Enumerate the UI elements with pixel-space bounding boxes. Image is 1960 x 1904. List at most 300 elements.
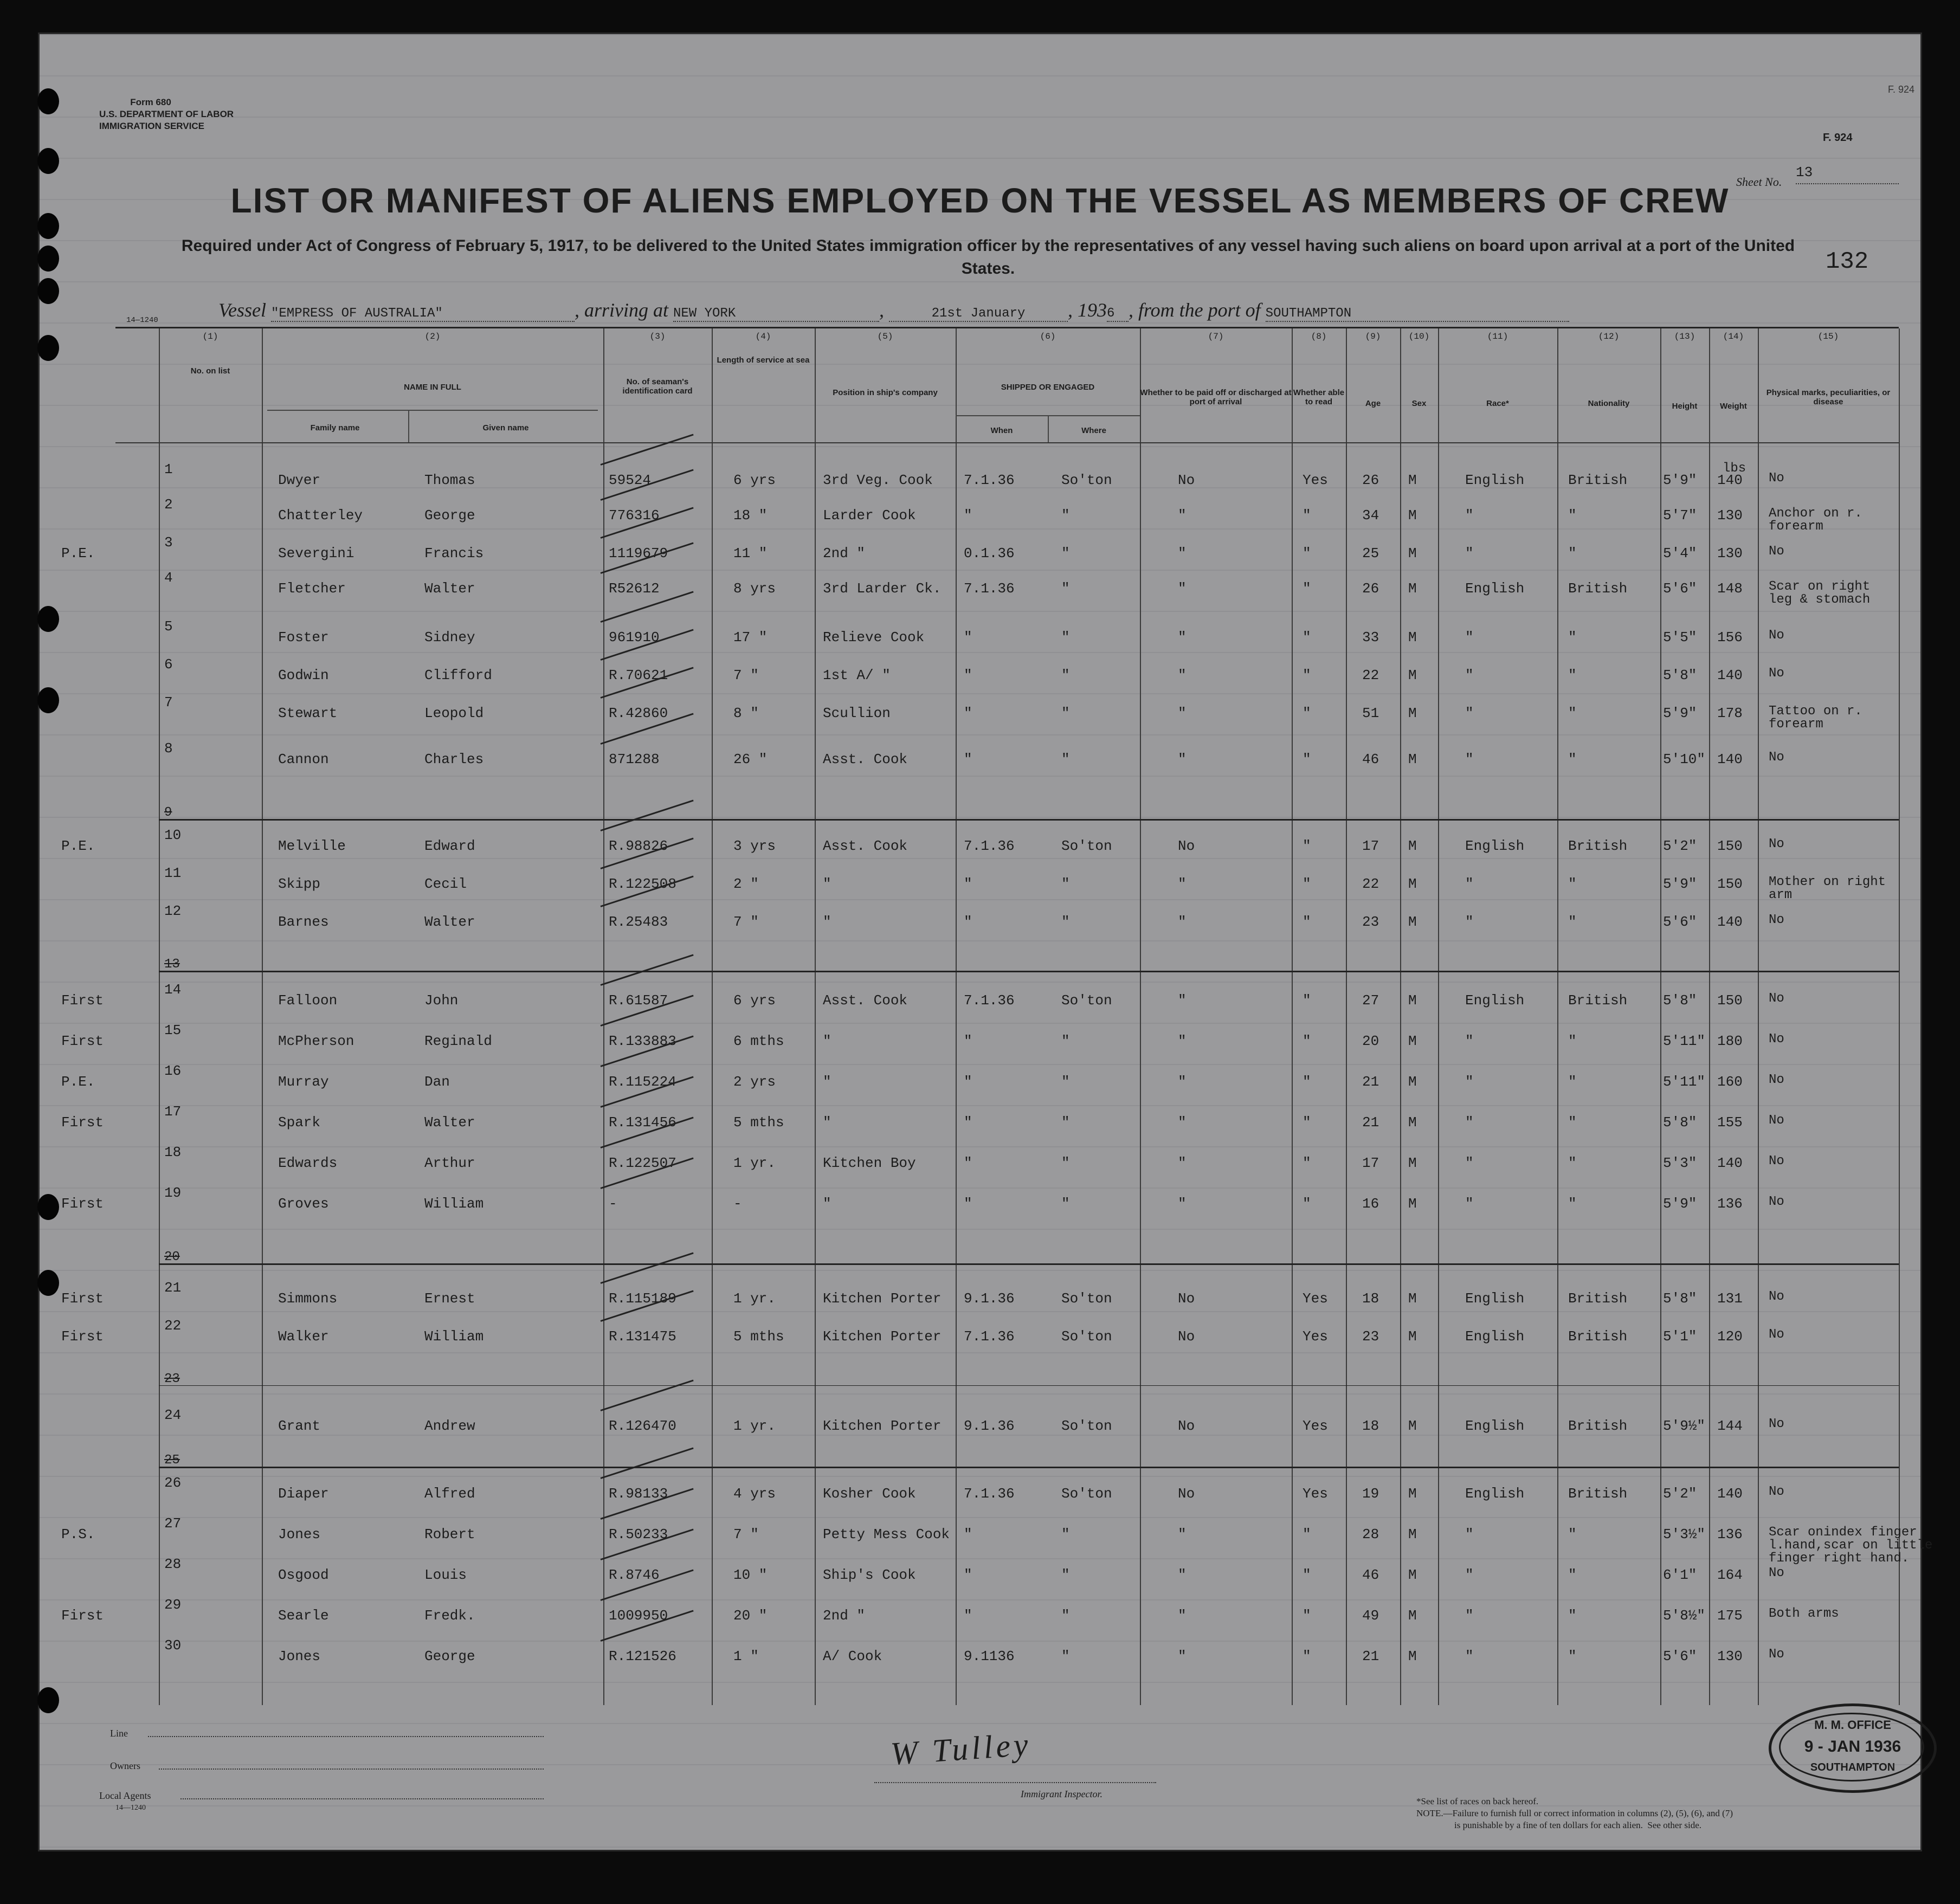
year-suffix: 6 xyxy=(1107,306,1129,322)
weight: 130 xyxy=(1717,1648,1743,1664)
able-to-read: " xyxy=(1303,1608,1311,1624)
nationality: " xyxy=(1568,1567,1577,1583)
nationality: British xyxy=(1568,472,1628,488)
shipped-where: " xyxy=(1061,1526,1070,1542)
sex: M xyxy=(1408,1567,1417,1583)
sheet-label: Sheet No. xyxy=(1736,175,1782,189)
physical-marks: Both arms xyxy=(1769,1606,1839,1621)
shipped-where: So'ton xyxy=(1061,992,1112,1009)
race: " xyxy=(1465,1567,1474,1583)
able-to-read: " xyxy=(1303,751,1311,767)
header-age: Age xyxy=(1365,399,1381,408)
service-length: 7 " xyxy=(733,1526,759,1542)
service-length: 6 mths xyxy=(733,1033,784,1049)
ship-position: 3rd Larder Ck. xyxy=(823,580,942,597)
nationality: " xyxy=(1568,1074,1577,1090)
class-marker: First xyxy=(61,1033,104,1049)
paid-off: " xyxy=(1178,705,1187,721)
footnote-line: NOTE.—Failure to furnish full or correct information in columns (2), (5), (6), and (7) xyxy=(1416,1808,1733,1818)
sex: M xyxy=(1408,1155,1417,1171)
shipped-where: " xyxy=(1061,914,1070,930)
shipped-where: So'ton xyxy=(1061,838,1112,854)
shipped-where: " xyxy=(1061,705,1070,721)
weight: 156 xyxy=(1717,629,1743,646)
sex: M xyxy=(1408,545,1417,561)
paid-off: " xyxy=(1178,914,1187,930)
column-number: (4) xyxy=(755,332,771,341)
given-name: William xyxy=(424,1328,484,1345)
nationality: " xyxy=(1568,1608,1577,1624)
shipped-where: " xyxy=(1061,1196,1070,1212)
column-rule xyxy=(1709,328,1710,1705)
ship-position: A/ Cook xyxy=(823,1648,882,1664)
service-length: 7 " xyxy=(733,914,759,930)
able-to-read: Yes xyxy=(1303,1290,1328,1307)
ship-position: " xyxy=(823,1196,831,1212)
paid-off: No xyxy=(1178,1418,1195,1434)
family-name: Spark xyxy=(278,1114,321,1131)
column-rule xyxy=(956,328,957,1705)
able-to-read: Yes xyxy=(1303,472,1328,488)
column-number: (3) xyxy=(649,332,666,341)
punch-hole xyxy=(37,88,59,114)
able-to-read: " xyxy=(1303,507,1311,524)
header-paid-off: Whether to be paid off or discharged at port of arrival xyxy=(1140,388,1292,406)
given-name: Ernest xyxy=(424,1290,475,1307)
id-card-number: R.98826 xyxy=(609,838,668,854)
race: " xyxy=(1465,1155,1474,1171)
shipped-where: " xyxy=(1061,1608,1070,1624)
given-name: Alfred xyxy=(424,1486,475,1502)
height: 5'4" xyxy=(1663,545,1697,561)
ship-position: 3rd Veg. Cook xyxy=(823,472,933,488)
weight: 175 xyxy=(1717,1608,1743,1624)
ship-position: Petty Mess Cook xyxy=(823,1526,950,1542)
shipped-where: " xyxy=(1061,876,1070,892)
age: 26 xyxy=(1362,472,1379,488)
id-card-number: R.42860 xyxy=(609,705,668,721)
shipped-when: 7.1.36 xyxy=(964,580,1015,597)
weight: 130 xyxy=(1717,507,1743,524)
paid-off: " xyxy=(1178,1114,1187,1131)
shipped-when: " xyxy=(964,1033,972,1049)
age: 46 xyxy=(1362,751,1379,767)
header-weight: Weight xyxy=(1720,402,1747,411)
age: 27 xyxy=(1362,992,1379,1009)
column-number: (12) xyxy=(1598,332,1620,341)
row-number: 4 xyxy=(164,570,173,586)
vessel-line: Vessel "EMPRESS OF AUSTRALIA" , arriving at NEW YORK , 21st January , 1936 , from the port of SOUTHAMPTON xyxy=(218,299,1569,322)
physical-marks: No xyxy=(1769,1289,1784,1304)
given-name: George xyxy=(424,507,475,524)
height: 5'8" xyxy=(1663,667,1697,683)
age: 51 xyxy=(1362,705,1379,721)
service-length: 17 " xyxy=(733,629,768,646)
service-length: 7 " xyxy=(733,667,759,683)
sex: M xyxy=(1408,1526,1417,1542)
nationality: British xyxy=(1568,1486,1628,1502)
ship-position: Asst. Cook xyxy=(823,992,908,1009)
sex: M xyxy=(1408,914,1417,930)
column-number: (5) xyxy=(877,332,893,341)
id-card-number: R.98133 xyxy=(609,1486,668,1502)
physical-marks: No xyxy=(1769,913,1784,927)
able-to-read: " xyxy=(1303,580,1311,597)
family-name: Walker xyxy=(278,1328,329,1345)
given-name: Reginald xyxy=(424,1033,492,1049)
ship-position: Kitchen Porter xyxy=(823,1328,942,1345)
row-number: 1 xyxy=(164,461,173,477)
shipped-when: 9.1.36 xyxy=(964,1290,1015,1307)
shipped-where: So'ton xyxy=(1061,1328,1112,1345)
inspector-signature-line xyxy=(874,1782,1156,1783)
service-length: 5 mths xyxy=(733,1114,784,1131)
ship-position: 1st A/ " xyxy=(823,667,891,683)
class-marker: First xyxy=(61,1290,104,1307)
age: 18 xyxy=(1362,1290,1379,1307)
shipped-when: " xyxy=(964,629,972,646)
row-number: 22 xyxy=(164,1318,182,1334)
weight: 140 xyxy=(1717,1486,1743,1502)
class-marker: P.S. xyxy=(61,1526,95,1542)
id-card-number: 1009950 xyxy=(609,1608,668,1624)
row-number: 8 xyxy=(164,740,173,757)
physical-marks: No xyxy=(1769,1417,1784,1431)
nationality: " xyxy=(1568,1033,1577,1049)
sex: M xyxy=(1408,1290,1417,1307)
ship-position: " xyxy=(823,914,831,930)
able-to-read: " xyxy=(1303,1155,1311,1171)
given-name: Sidney xyxy=(424,629,475,646)
section-separator xyxy=(159,1385,1899,1386)
family-name: Simmons xyxy=(278,1290,338,1307)
age: 17 xyxy=(1362,838,1379,854)
sex: M xyxy=(1408,992,1417,1009)
id-card-number: - xyxy=(609,1196,617,1212)
nationality: British xyxy=(1568,580,1628,597)
able-to-read: " xyxy=(1303,545,1311,561)
given-name: Walter xyxy=(424,580,475,597)
header-nationality: Nationality xyxy=(1588,399,1630,408)
physical-marks: No xyxy=(1769,1113,1784,1128)
nationality: " xyxy=(1568,705,1577,721)
column-rule xyxy=(712,328,713,1705)
family-name: Grant xyxy=(278,1418,321,1434)
nationality: " xyxy=(1568,545,1577,561)
paid-off: " xyxy=(1178,1526,1187,1542)
column-rule xyxy=(1557,328,1558,1705)
height: 5'9" xyxy=(1663,705,1697,721)
age: 49 xyxy=(1362,1608,1379,1624)
row-number: 12 xyxy=(164,903,182,919)
shipped-when: " xyxy=(964,507,972,524)
paid-off: " xyxy=(1178,876,1187,892)
nationality: " xyxy=(1568,876,1577,892)
shipped-when: " xyxy=(964,1114,972,1131)
nationality: " xyxy=(1568,1155,1577,1171)
family-name: Fletcher xyxy=(278,580,346,597)
shipped-when: " xyxy=(964,1155,972,1171)
row-number: 14 xyxy=(164,982,182,998)
weight: 150 xyxy=(1717,838,1743,854)
able-to-read: " xyxy=(1303,629,1311,646)
service-length: 6 yrs xyxy=(733,472,776,488)
header-service: Length of service at sea xyxy=(717,356,810,365)
height: 5'9" xyxy=(1663,472,1697,488)
check-mark xyxy=(601,954,694,985)
physical-marks: No xyxy=(1769,750,1784,765)
height: 5'8" xyxy=(1663,1114,1697,1131)
column-rule xyxy=(815,328,816,1705)
ship-position: " xyxy=(823,1114,831,1131)
weight: 178 xyxy=(1717,705,1743,721)
row-number: 29 xyxy=(164,1597,182,1613)
race: English xyxy=(1465,1418,1525,1434)
nationality: British xyxy=(1568,1418,1628,1434)
form-number-top: F. 924 xyxy=(1888,84,1915,95)
given-name: Charles xyxy=(424,751,484,767)
nationality: " xyxy=(1568,629,1577,646)
header-position: Position in ship's company xyxy=(833,388,938,397)
departure-port: SOUTHAMPTON xyxy=(1266,306,1569,322)
service-length: 1 yr. xyxy=(733,1290,776,1307)
given-name: Clifford xyxy=(424,667,492,683)
height: 5'9" xyxy=(1663,876,1697,892)
paid-off: " xyxy=(1178,507,1187,524)
able-to-read: " xyxy=(1303,1114,1311,1131)
nationality: British xyxy=(1568,992,1628,1009)
paid-off: " xyxy=(1178,1074,1187,1090)
height: 5'11" xyxy=(1663,1033,1706,1049)
id-card-number: R.61587 xyxy=(609,992,668,1009)
sex: M xyxy=(1408,838,1417,854)
shipped-when: 7.1.36 xyxy=(964,1328,1015,1345)
id-card-number: R.122507 xyxy=(609,1155,676,1171)
weight: 148 xyxy=(1717,580,1743,597)
family-name: Skipp xyxy=(278,876,321,892)
sex: M xyxy=(1408,1486,1417,1502)
given-name: John xyxy=(424,992,459,1009)
stamp-bottom-text: SOUTHAMPTON xyxy=(1810,1761,1895,1773)
shipped-when: " xyxy=(964,914,972,930)
class-marker: P.E. xyxy=(61,838,95,854)
shipped-where: " xyxy=(1061,580,1070,597)
height: 5'6" xyxy=(1663,580,1697,597)
family-name: Godwin xyxy=(278,667,329,683)
small-code: 14—1240 xyxy=(126,316,158,325)
weight: 136 xyxy=(1717,1526,1743,1542)
sex: M xyxy=(1408,1648,1417,1664)
service-length: 2 yrs xyxy=(733,1074,776,1090)
arrival-date: 21st January xyxy=(889,306,1068,322)
service-length: 20 " xyxy=(733,1608,768,1624)
sex: M xyxy=(1408,705,1417,721)
shipped-when: 7.1.36 xyxy=(964,472,1015,488)
row-number: 11 xyxy=(164,865,182,881)
agents-code: 14—1240 xyxy=(115,1804,146,1812)
arrival-port: NEW YORK xyxy=(673,306,879,322)
age: 33 xyxy=(1362,629,1379,646)
check-mark xyxy=(601,1252,694,1283)
ship-position: Kitchen Porter xyxy=(823,1418,942,1434)
id-card-number: 776316 xyxy=(609,507,660,524)
row-number: 7 xyxy=(164,694,173,711)
given-name: Cecil xyxy=(424,876,467,892)
height: 5'1" xyxy=(1663,1328,1697,1345)
race: " xyxy=(1465,1648,1474,1664)
age: 20 xyxy=(1362,1033,1379,1049)
line-signature-line xyxy=(148,1736,544,1737)
physical-marks: Scar on right leg & stomach xyxy=(1769,579,1871,607)
family-name: Chatterley xyxy=(278,507,363,524)
race: English xyxy=(1465,1290,1525,1307)
given-name: Arthur xyxy=(424,1155,475,1171)
id-card-number: 871288 xyxy=(609,751,660,767)
able-to-read: Yes xyxy=(1303,1418,1328,1434)
punch-hole xyxy=(37,1194,59,1220)
column-rule xyxy=(1140,328,1141,1705)
race: " xyxy=(1465,705,1474,721)
race: English xyxy=(1465,992,1525,1009)
height: 5'2" xyxy=(1663,838,1697,854)
header-name-in-full: NAME IN FULL xyxy=(404,383,461,392)
ship-position: Scullion xyxy=(823,705,891,721)
paid-off: " xyxy=(1178,1155,1187,1171)
race: English xyxy=(1465,1328,1525,1345)
shipped-where: " xyxy=(1061,545,1070,561)
physical-marks: No xyxy=(1769,1073,1784,1087)
row-number: 19 xyxy=(164,1185,182,1201)
physical-marks: Tattoo on r. forearm xyxy=(1769,704,1862,732)
weight: 120 xyxy=(1717,1328,1743,1345)
shipped-when: " xyxy=(964,1526,972,1542)
stamp-date: 9 - JAN 1936 xyxy=(1804,1738,1901,1755)
class-marker: First xyxy=(61,1608,104,1624)
height: 5'2" xyxy=(1663,1486,1697,1502)
race: " xyxy=(1465,667,1474,683)
column-number: (9) xyxy=(1365,332,1381,341)
column-number: (11) xyxy=(1487,332,1508,341)
arriving-label: arriving at xyxy=(584,299,668,321)
nationality: " xyxy=(1568,751,1577,767)
column-rule xyxy=(1899,328,1900,1705)
row-number: 18 xyxy=(164,1144,182,1160)
stamp-top-text: M. M. OFFICE xyxy=(1814,1718,1891,1732)
shipped-when: " xyxy=(964,876,972,892)
age: 21 xyxy=(1362,1114,1379,1131)
physical-marks: Anchor on r. forearm xyxy=(1769,506,1862,534)
sex: M xyxy=(1408,876,1417,892)
column-rule xyxy=(1438,328,1439,1705)
paid-off: " xyxy=(1178,545,1187,561)
service-length: 10 " xyxy=(733,1567,768,1583)
check-mark xyxy=(601,1447,694,1479)
height: 5'9½" xyxy=(1663,1418,1706,1434)
physical-marks: No xyxy=(1769,1032,1784,1047)
shipped-where: " xyxy=(1061,1074,1070,1090)
height: 5'7" xyxy=(1663,507,1697,524)
punch-hole xyxy=(37,1687,59,1713)
shipped-where: " xyxy=(1061,1648,1070,1664)
shipped-when: " xyxy=(964,1608,972,1624)
race: English xyxy=(1465,472,1525,488)
physical-marks: No xyxy=(1769,837,1784,851)
family-name: Searle xyxy=(278,1608,329,1624)
given-name: Thomas xyxy=(424,472,475,488)
given-name: Edward xyxy=(424,838,475,854)
form-identifier xyxy=(99,96,234,132)
row-number: 6 xyxy=(164,656,173,673)
column-number: (1) xyxy=(202,332,218,341)
punch-hole xyxy=(37,278,59,304)
id-card-number: R52612 xyxy=(609,580,660,597)
height: 5'3½" xyxy=(1663,1526,1706,1542)
paid-off: " xyxy=(1178,1608,1187,1624)
family-name: Diaper xyxy=(278,1486,329,1502)
header-physical: Physical marks, peculiarities, or disease xyxy=(1766,388,1891,406)
vessel-label: Vessel xyxy=(218,299,266,321)
family-name: Osgood xyxy=(278,1567,329,1583)
height: 5'9" xyxy=(1663,1196,1697,1212)
office-stamp xyxy=(1769,1703,1937,1793)
paid-off: No xyxy=(1178,1486,1195,1502)
column-rule xyxy=(1346,328,1347,1705)
able-to-read: " xyxy=(1303,838,1311,854)
header-given-name: Given name xyxy=(482,423,529,433)
service-length: 1 " xyxy=(733,1648,759,1664)
section-separator xyxy=(159,1263,1899,1265)
struck-number: 25 xyxy=(164,1453,180,1468)
height: 5'8½" xyxy=(1663,1608,1706,1624)
able-to-read: " xyxy=(1303,914,1311,930)
sex: M xyxy=(1408,629,1417,646)
race: English xyxy=(1465,580,1525,597)
ship-position: Kitchen Porter xyxy=(823,1290,942,1307)
shipped-where: " xyxy=(1061,667,1070,683)
race: " xyxy=(1465,1033,1474,1049)
id-card-number: 961910 xyxy=(609,629,660,646)
height: 5'10" xyxy=(1663,751,1706,767)
id-card-number: R.70621 xyxy=(609,667,668,683)
name-rule xyxy=(267,410,598,411)
paid-off: No xyxy=(1178,1328,1195,1345)
age: 22 xyxy=(1362,876,1379,892)
shipped-when: " xyxy=(964,1196,972,1212)
able-to-read: " xyxy=(1303,1648,1311,1664)
height: 5'5" xyxy=(1663,629,1697,646)
height: 5'3" xyxy=(1663,1155,1697,1171)
paid-off: No xyxy=(1178,472,1195,488)
race: " xyxy=(1465,1608,1474,1624)
physical-marks: No xyxy=(1769,666,1784,681)
owners-signature-line xyxy=(159,1769,544,1770)
nationality: British xyxy=(1568,838,1628,854)
service-length: 1 yr. xyxy=(733,1418,776,1434)
sex: M xyxy=(1408,580,1417,597)
age: 19 xyxy=(1362,1486,1379,1502)
nationality: " xyxy=(1568,507,1577,524)
header-sex: Sex xyxy=(1411,399,1427,408)
nationality: British xyxy=(1568,1328,1628,1345)
service-length: 8 " xyxy=(733,705,759,721)
row-number: 10 xyxy=(164,827,182,843)
shipped-when: 0.1.36 xyxy=(964,545,1015,561)
ship-position: 2nd " xyxy=(823,1608,866,1624)
weight: 140 xyxy=(1717,667,1743,683)
id-card-number: R.126470 xyxy=(609,1418,676,1434)
physical-marks: No xyxy=(1769,1647,1784,1662)
row-number: 27 xyxy=(164,1515,182,1532)
